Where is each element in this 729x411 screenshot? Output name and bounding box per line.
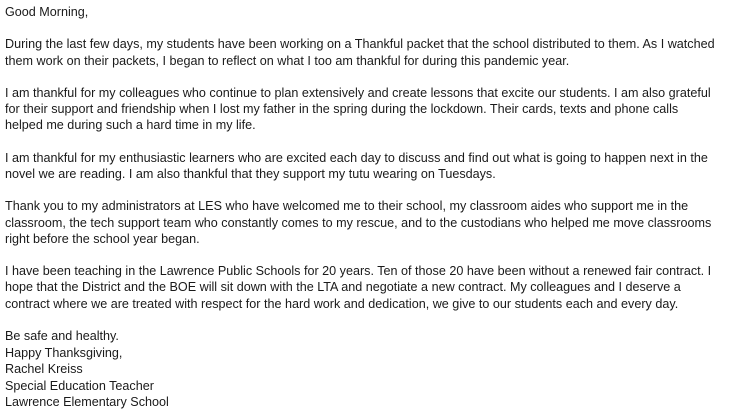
paragraph-spacer: [5, 182, 720, 198]
paragraph-line: right before the school year began.: [5, 231, 200, 246]
paragraph-contract: [5, 263, 720, 312]
paragraph-line: I am thankful for my colleagues who continue to plan extensively and create lessons that excite our students. I am also grateful: [5, 85, 711, 100]
paragraph-line: hope that the District and the BOE will sit down with the LTA and negotiate a new contract. My colleagues and I deserve a: [5, 280, 681, 295]
greeting: Good Morning,: [5, 5, 89, 19]
paragraph-line: Thank you to my administrators at LES who have welcomed me to their school, my classroom aides who support me in the: [5, 199, 689, 214]
paragraph-administrators: [5, 198, 720, 247]
paragraph-learners: [5, 150, 720, 182]
closing-block: [5, 328, 720, 411]
paragraph-thankful-packet: [5, 36, 720, 68]
paragraph-spacer: [5, 134, 720, 150]
farewell-line: Be safe and healthy.: [5, 328, 119, 343]
paragraph-spacer: [5, 247, 720, 263]
paragraph-spacer: [5, 20, 720, 36]
paragraph-colleagues: [5, 85, 720, 134]
paragraph-line: I am thankful for my enthusiastic learners who are excited each day to discuss and find out what is going to happen next in the: [5, 150, 708, 165]
salutation-line: Happy Thanksgiving,: [5, 345, 123, 360]
paragraph-line: I have been teaching in the Lawrence Public Schools for 20 years. Ten of those 20 have been without a renewed fair contract. I: [5, 264, 712, 279]
paragraph-line: them work on their packets, I began to reflect on what I too am thankful for during this pandemic year.: [5, 53, 570, 68]
paragraph-line: contract where we are treated with respect for the hard work and dedication, we give to our students each and every day.: [5, 296, 679, 311]
paragraph-line: for their support and friendship when I lost my father in the spring during the lockdown. Their cards, texts and phone calls: [5, 102, 679, 117]
paragraph-spacer: [5, 69, 720, 85]
paragraph-spacer: [5, 312, 720, 328]
paragraph-line: novel we are reading. I am also thankful that they support my tutu wearing on Tuesdays.: [5, 166, 496, 181]
signer-title: Special Education Teacher: [5, 378, 154, 393]
paragraph-line: During the last few days, my students have been working on a Thankful packet that the school distributed to them. As I watched: [5, 37, 715, 52]
paragraph-line: classroom, the tech support team who constantly comes to my rescue, and to the custodians who helped me move classrooms: [5, 215, 712, 230]
paragraph-line: helped me during such a hard time in my life.: [5, 118, 256, 133]
signer-school: Lawrence Elementary School: [5, 395, 169, 410]
signer-name: Rachel Kreiss: [5, 362, 83, 377]
